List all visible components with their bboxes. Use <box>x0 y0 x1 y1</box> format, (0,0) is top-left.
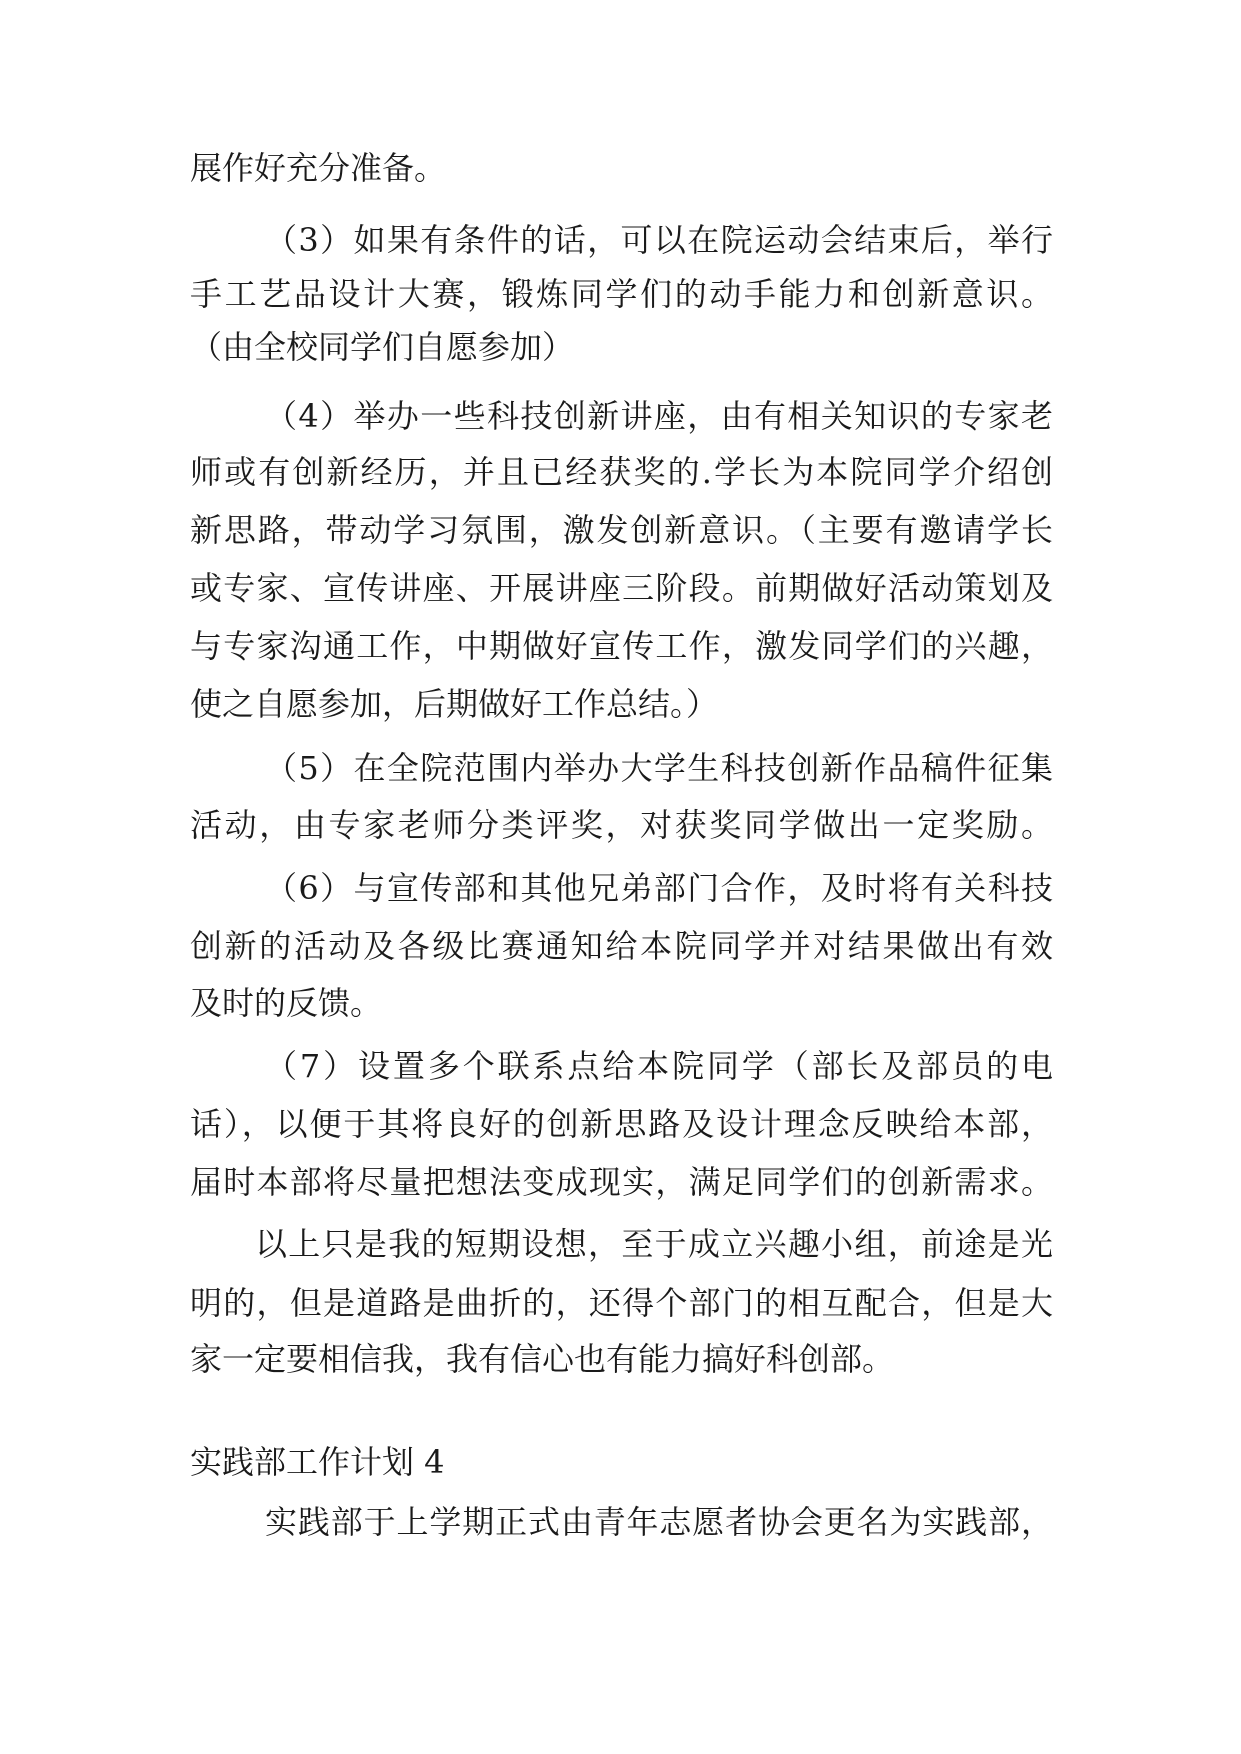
text-line-20: 明的，但是道路是曲折的，还得个部门的相互配合，但是大 <box>190 1284 1053 1322</box>
text-line-9: 与专家沟通工作，中期做好宣传工作，激发同学们的兴趣， <box>190 627 1053 665</box>
text-line-8: 或专家、宣传讲座、开展讲座三阶段。前期做好活动策划及 <box>190 569 1053 607</box>
text-line-11: （5）在全院范围内举办大学生科技创新作品稿件征集 <box>265 749 1053 787</box>
text-line-18: 届时本部将尽量把想法变成现实，满足同学们的创新需求。 <box>190 1163 1053 1201</box>
section-heading: 实践部工作计划 4 <box>190 1443 445 1481</box>
text-line-23: 实践部于上学期正式由青年志愿者协会更名为实践部， <box>265 1503 1053 1541</box>
text-line-19: 以上只是我的短期设想，至于成立兴趣小组，前途是光 <box>255 1225 1053 1263</box>
text-line-21: 家一定要相信我，我有信心也有能力搞好科创部。 <box>190 1340 895 1378</box>
text-line-4: （由全校同学们自愿参加） <box>190 328 575 366</box>
text-line-13: （6）与宣传部和其他兄弟部门合作，及时将有关科技 <box>265 869 1053 907</box>
text-line-5: （4）举办一些科技创新讲座，由有相关知识的专家老 <box>265 397 1053 435</box>
text-line-1: 展作好充分准备。 <box>190 149 447 187</box>
text-line-16: （7）设置多个联系点给本院同学（部长及部员的电 <box>265 1047 1053 1085</box>
text-line-12: 活动，由专家老师分类评奖，对获奖同学做出一定奖励。 <box>190 806 1053 844</box>
text-line-6: 师或有创新经历，并且已经获奖的.学长为本院同学介绍创 <box>190 453 1053 491</box>
text-line-3: 手工艺品设计大赛，锻炼同学们的动手能力和创新意识。 <box>190 275 1053 313</box>
text-line-7: 新思路，带动学习氛围，激发创新意识。（主要有邀请学长 <box>190 511 1053 549</box>
text-line-14: 创新的活动及各级比赛通知给本院同学并对结果做出有效 <box>190 927 1053 965</box>
text-line-2: （3）如果有条件的话，可以在院运动会结束后，举行 <box>265 221 1053 259</box>
text-line-10: 使之自愿参加，后期做好工作总结。） <box>190 685 719 723</box>
text-line-15: 及时的反馈。 <box>190 984 383 1022</box>
text-line-17: 话），以便于其将良好的创新思路及设计理念反映给本部， <box>190 1105 1053 1143</box>
